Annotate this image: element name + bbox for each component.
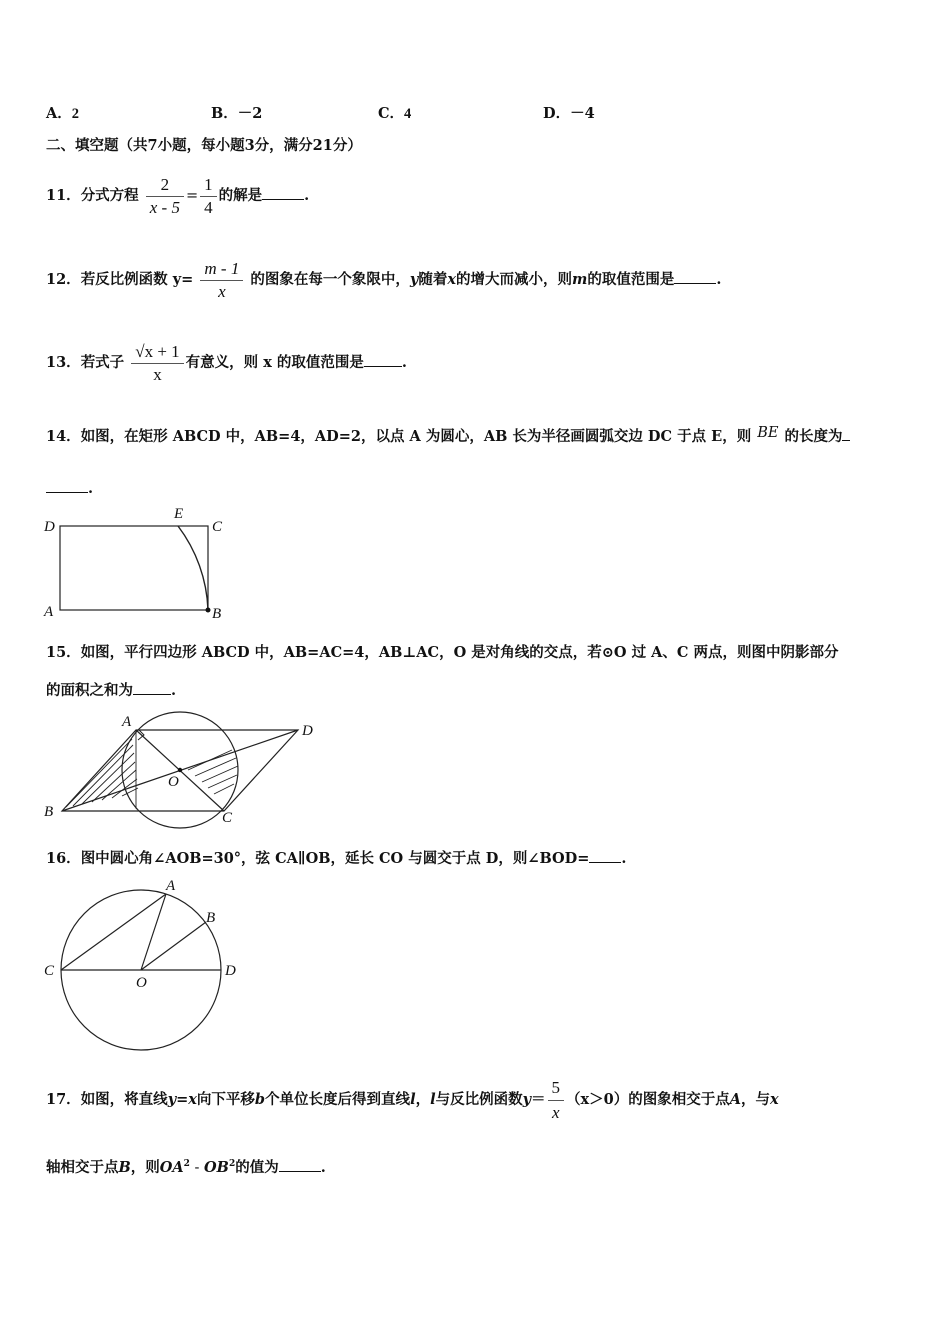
arc-be-label: BE: [757, 425, 779, 441]
question-12: 12．若反比例函数 y= $\frac{m - 1}{x}$ 的图象在每一个象限中，y随着x的增大而减小，则m的取值范围是 .: [46, 258, 722, 301]
question-17: 17．如图，将直线y=x向下平移b个单位长度后得到直线l，l与反比例函数y＝ $\frac{5}{x}$ （x＞0）的图象相交于点A，与x: [46, 1070, 779, 1130]
point-o: [178, 768, 182, 772]
hatch-lines: [66, 739, 238, 807]
label-b: B: [206, 910, 216, 926]
question-16: 16．图中圆心角∠AOB=30°，弦 CA∥OB，延长 CO 与圆交于点 D，则∠BOD= .: [46, 850, 627, 867]
label-d: D: [44, 519, 55, 535]
question-15: 15．如图，平行四边形 ABCD 中，AB=AC=4，AB⊥AC，O 是对角线的交点，若⊙O 过 A、C 两点，则图中阴影部分: [46, 644, 839, 661]
section-title: 二、填空题（共7小题，每小题3分，满分21分）: [46, 137, 362, 154]
point-b: [206, 608, 211, 613]
option-c: C．4: [378, 105, 412, 122]
chord-ca: [61, 894, 166, 970]
answer-blank: [364, 352, 402, 367]
question-14: 14．如图，在矩形 ABCD 中，AB=4，AD=2，以点 A 为圆心，AB 长为半径画圆弧交边 DC 于点 E，则 BE 的长度为: [46, 426, 850, 447]
label-d: D: [225, 963, 236, 979]
answer-blank: [46, 478, 88, 493]
option-a: A．2: [46, 105, 80, 122]
answer-blank: [279, 1157, 321, 1172]
label-a: A: [44, 604, 54, 620]
question-17-continued: 轴相交于点B，则$OA^2 - OB^2$的值为 .: [46, 1158, 326, 1176]
option-d: D．－4: [543, 105, 595, 122]
label-o: O: [136, 975, 147, 991]
question-14-continued: .: [46, 478, 93, 499]
fraction: $\frac{m - 1}{x}$: [200, 258, 243, 303]
answer-blank: [674, 269, 716, 284]
label-c: C: [212, 519, 223, 535]
option-value: －4: [570, 105, 595, 122]
fraction: $\frac{5}{x}$: [548, 1076, 565, 1125]
answer-blank: [589, 848, 621, 863]
question-11: 11．分式方程 $\frac{2}{x - 5}$ = $\frac{1}{4}$ 的解是 .: [46, 174, 310, 217]
label-d: D: [302, 723, 313, 739]
label-b: B: [44, 804, 54, 820]
label-c: C: [44, 963, 55, 979]
label-a: A: [122, 714, 132, 730]
answer-blank: [842, 426, 850, 441]
fraction: $\frac{2}{x - 5}$: [146, 174, 184, 219]
rectangle-abcd: [60, 526, 208, 610]
radius-oa: [141, 894, 166, 970]
label-c: C: [222, 810, 233, 826]
label-b: B: [212, 606, 222, 622]
figure-14-rectangle: [40, 500, 240, 622]
radius-ob: [141, 922, 206, 970]
option-value: 4: [404, 106, 412, 122]
label-e: E: [174, 506, 184, 522]
question-15-continued: 的面积之和为 .: [46, 682, 177, 699]
fraction: $\frac{1}{4}$: [200, 174, 217, 219]
option-value: －2: [237, 105, 263, 122]
label-a: A: [166, 878, 176, 894]
answer-blank: [133, 680, 171, 695]
fraction: $\frac{√x + 1}{x}$: [131, 341, 183, 386]
arc-be: [178, 526, 208, 610]
option-b: B．－2: [211, 105, 263, 122]
question-13: 13．若式子 $\frac{√x + 1}{x}$ 有意义，则 x 的取值范围是 .: [46, 341, 407, 384]
option-value: 2: [71, 106, 80, 122]
answer-blank: [262, 185, 304, 200]
figure-16-circle: [40, 872, 250, 1054]
figure-15-parallelogram: [40, 708, 330, 830]
label-o: O: [168, 774, 179, 790]
